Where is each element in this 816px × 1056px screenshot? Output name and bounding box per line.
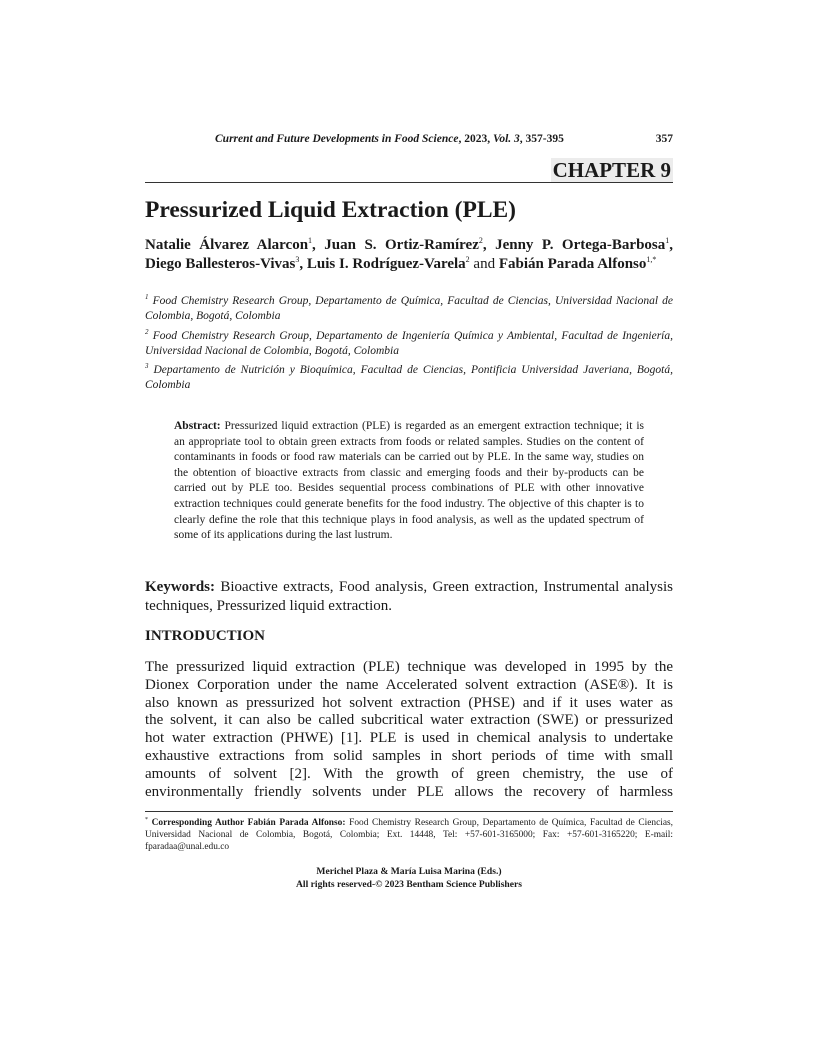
affiliation-sup: 2: [145, 328, 149, 336]
author-name: Juan S. Ortiz-Ramírez: [324, 237, 479, 253]
keywords-label: Keywords:: [145, 579, 215, 595]
author-affil-sup: 3: [295, 255, 300, 264]
text-line: exhaustive extractions from solid samples in short periods of time with small: [145, 747, 673, 764]
journal-name: Current and Future Developments in Food Science: [215, 133, 459, 145]
author-name: Diego Ballesteros-Vivas: [145, 256, 296, 272]
abstract-label: Abstract:: [174, 420, 221, 432]
publisher-info: [145, 866, 673, 891]
affiliation: [145, 363, 673, 392]
affiliation-text: Departamento de Nutrición y Bioquímica, Facultad de Ciencias, Pontificia Universidad Javeriana, Bogotá, Colombia: [145, 364, 674, 391]
journal-year: , 2023,: [458, 133, 493, 145]
chapter-title: Pressurized Liquid Extraction (PLE): [145, 197, 516, 223]
abstract-text: Pressurized liquid extraction (PLE) is regarded as an emergent extraction technique; it is an appropriate tool to obtain green extracts from foods or related samples. Studies on the content of contaminants in foods or food raw materials can be carried out by PLE. In the same way, studies on the obtention of bioactive extracts from classic and emerging foods and their by-products can be carried out by PLE too. Besides sequential process combinations of PLE with other innovative extraction techniques could generate benefits for the food industry. The objective of this chapter is to clearly define the role that this technique plays in food analysis, as well as the updated spectrum of some of its applications during the last lustrum.: [174, 420, 645, 542]
author-affil-sup: 1: [665, 236, 670, 245]
text-line: The pressurized liquid extraction (PLE) technique was developed in 1995 by the: [145, 659, 673, 675]
chapter-label: CHAPTER 9: [552, 158, 671, 182]
author-name: Natalie Álvarez Alarcon: [145, 237, 309, 253]
footnote-marker: *: [145, 817, 148, 823]
keywords-text: Bioactive extracts, Food analysis, Green extraction, Instrumental analysis techniques, Pressurized liquid extraction.: [145, 579, 673, 614]
text-line: also known as pressurized hot solvent extraction (PHSE) and if it uses water as: [145, 694, 673, 711]
abstract: [174, 419, 644, 544]
affiliation-text: Food Chemistry Research Group, Departamento de Ingeniería Química y Ambiental, Facultad de Ingeniería, Universidad Nacional de Colombia, Bogotá, Colombia: [145, 330, 673, 357]
editors-line: Merichel Plaza & María Luisa Marina (Eds.): [316, 866, 502, 877]
author-affil-sup: 2: [478, 236, 483, 245]
affiliation-sup: 3: [145, 362, 149, 370]
journal-volume: Vol. 3: [492, 133, 520, 145]
author-affil-sup: 1,*: [646, 255, 657, 264]
text-line: amounts of solvent [2]. With the growth of green chemistry, the use of: [145, 765, 673, 782]
text-line: environmentally friendly solvents under PLE allows the recovery of harmless: [145, 783, 673, 800]
keywords: [145, 578, 673, 616]
affiliation-text: Food Chemistry Research Group, Departamento de Química, Facultad de Ciencias, Universidad Nacional de Colombia, Bogotá, Colombia: [145, 295, 673, 322]
chapter-rule: [145, 182, 673, 183]
author-list: Natalie Álvarez Alarcon$^1$, Juan S. Ortiz-Ramírez$^2$, Jenny P. Ortega-Barbosa$^1$, Diego Ballesteros-Vivas$^3$, Luis I. Rodríguez-Varela$^2$ and Fabián Parada Alfonso$^{1,*}$: [145, 236, 673, 272]
author-name: Luis I. Rodríguez-Varela: [306, 256, 466, 272]
author-conjunction: and: [473, 256, 496, 272]
text-line: hot water extraction (PHWE) [1]. PLE is used in chemical analysis to undertake: [145, 730, 673, 747]
footnote: [145, 817, 673, 853]
affiliation: [145, 294, 673, 323]
running-head: [215, 133, 673, 145]
journal-pages: , 357-395: [519, 133, 564, 145]
author-affil-sup: 2: [465, 255, 470, 264]
author-name: Jenny P. Ortega-Barbosa: [495, 237, 666, 253]
author-affil-sup: 1: [308, 236, 313, 245]
rights-line: All rights reserved-© 2023 Bentham Science Publishers: [295, 878, 523, 890]
author-name: Fabián Parada Alfonso: [498, 256, 647, 272]
footnote-rule: [145, 811, 673, 812]
page-number: 357: [655, 133, 673, 145]
text-line: the solvent, it can also be called subcritical water extraction (SWE) or pressurized: [145, 712, 673, 729]
intro-paragraph: [145, 659, 673, 801]
text-line: Dionex Corporation under the name Accelerated solvent extraction (ASE®). It is: [145, 676, 673, 693]
affiliation-sup: 1: [145, 293, 149, 301]
footnote-text: Food Chemistry Research Group, Departamento de Química, Facultad de Ciencias, Universidad Nacional de Colombia, Bogotá, Colombia; Ext. 14448, Tel: +57-601-3165000; Fax: +57-601-3165220; E-mail: fparadaa@unal.edu.co: [145, 818, 674, 852]
affiliation: [145, 329, 673, 358]
section-heading: INTRODUCTION: [145, 628, 266, 644]
footnote-label: Corresponding Author Fabián Parada Alfonso:: [151, 818, 346, 828]
